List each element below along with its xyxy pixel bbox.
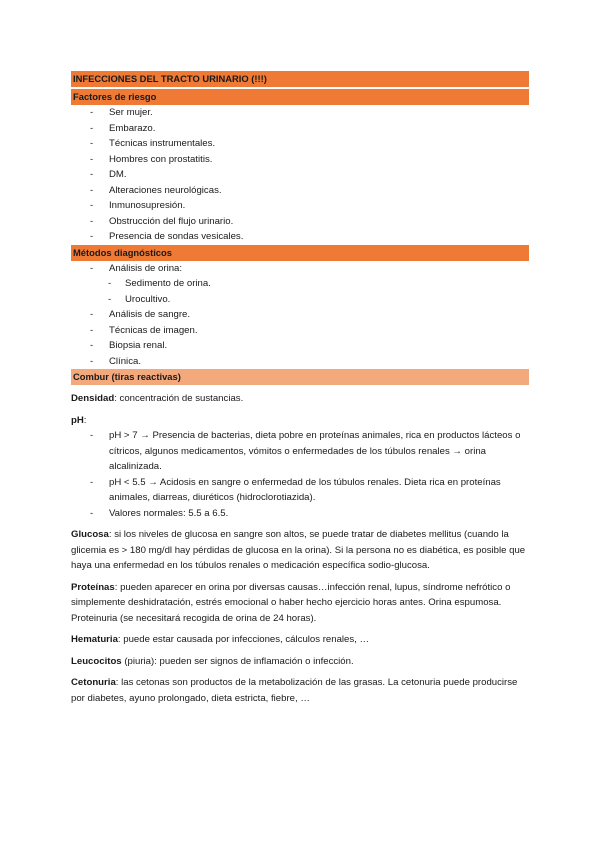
combur-heading: Combur (tiras reactivas) (71, 369, 529, 385)
leucocitos-paragraph: Leucocitos (piuria): pueden ser signos de inflamación o infección. (71, 655, 354, 667)
risk-heading: Factores de riesgo (71, 89, 529, 105)
list-item: - Presencia de sondas vesicales. (90, 231, 244, 242)
list-item: - Valores normales: 5.5 a 6.5. (90, 507, 229, 519)
list-item: - Alteraciones neurológicas. (90, 184, 222, 196)
sub-list-item: - Sedimento de orina. (108, 278, 211, 289)
list-item: - DM. (90, 169, 127, 180)
list-item: - Técnicas instrumentales. (90, 138, 216, 149)
diag-heading: Métodos diagnósticos (71, 245, 529, 261)
risk-list (71, 105, 529, 245)
proteinas-paragraph: Proteínas: pueden aparecer en orina por diversas causas…infección renal, lupus, síndrome nefrótico o simplemente deshidratación, estrés emocional o haber hecho ejercicio horas antes. Orina espumosa. Proteinuria (se necesitará recogida de orina de 24 horas). (71, 581, 511, 624)
title-band: INFECCIONES DEL TRACTO URINARIO (!!!) (71, 71, 529, 87)
ph-list (71, 428, 529, 521)
glucosa-paragraph: Glucosa: si los niveles de glucosa en sangre son altos, se puede tratar de diabetes mellitus (cuando la glicemia es > 180 mg/dl hay pérdidas de glucosa en la orina). Si la persona no es diabética, es posible que haya una enfermedad en los túbulos renales o medicación específica sodio-glucosa. (71, 529, 526, 571)
list-item: - Técnicas de imagen. (90, 324, 198, 336)
density-paragraph: Densidad: concentración de sustancias. (71, 393, 244, 404)
list-item: - pH > 7 → Presencia de bacterias, dieta pobre en proteínas animales, rica en productos lácteos o cítricos, algunos medicamentos, vómitos o enfermedades de los túbulos renales → orina alcalinizada. (90, 430, 521, 472)
list-item: - Análisis de orina: (90, 262, 183, 274)
list-item: - Inmunosupresión. (90, 200, 186, 211)
list-item: - Hombres con prostatitis. (90, 153, 213, 165)
ph-heading: pH: (71, 414, 87, 426)
sub-list-item: - Urocultivo. (108, 293, 171, 305)
list-item: - Clínica. (90, 355, 141, 367)
density-label: Densidad (71, 393, 115, 404)
list-item: - pH < 5.5 → Acidosis en sangre o enfermedad de los túbulos renales. Dieta rica en proteínas animales, diarreas, diuréticos (hidroclorotiazida). (90, 476, 501, 503)
list-item: - Embarazo. (90, 122, 156, 134)
list-item: - Obstrucción del flujo urinario. (90, 215, 234, 227)
list-item: - Biopsia renal. (90, 340, 168, 351)
cetonuria-paragraph: Cetonuria: las cetonas son productos de la metabolización de las grasas. La cetonuria puede producirse por diabetes, ayuno prolongado, dieta estricta, fiebre, … (71, 677, 518, 704)
document-content (71, 71, 529, 706)
hematuria-paragraph: Hematuria: puede estar causada por infecciones, cálculos renales, … (71, 634, 370, 645)
list-item: - Análisis de sangre. (90, 309, 191, 320)
diag-list (71, 261, 529, 370)
list-item: - Ser mujer. (90, 107, 153, 118)
